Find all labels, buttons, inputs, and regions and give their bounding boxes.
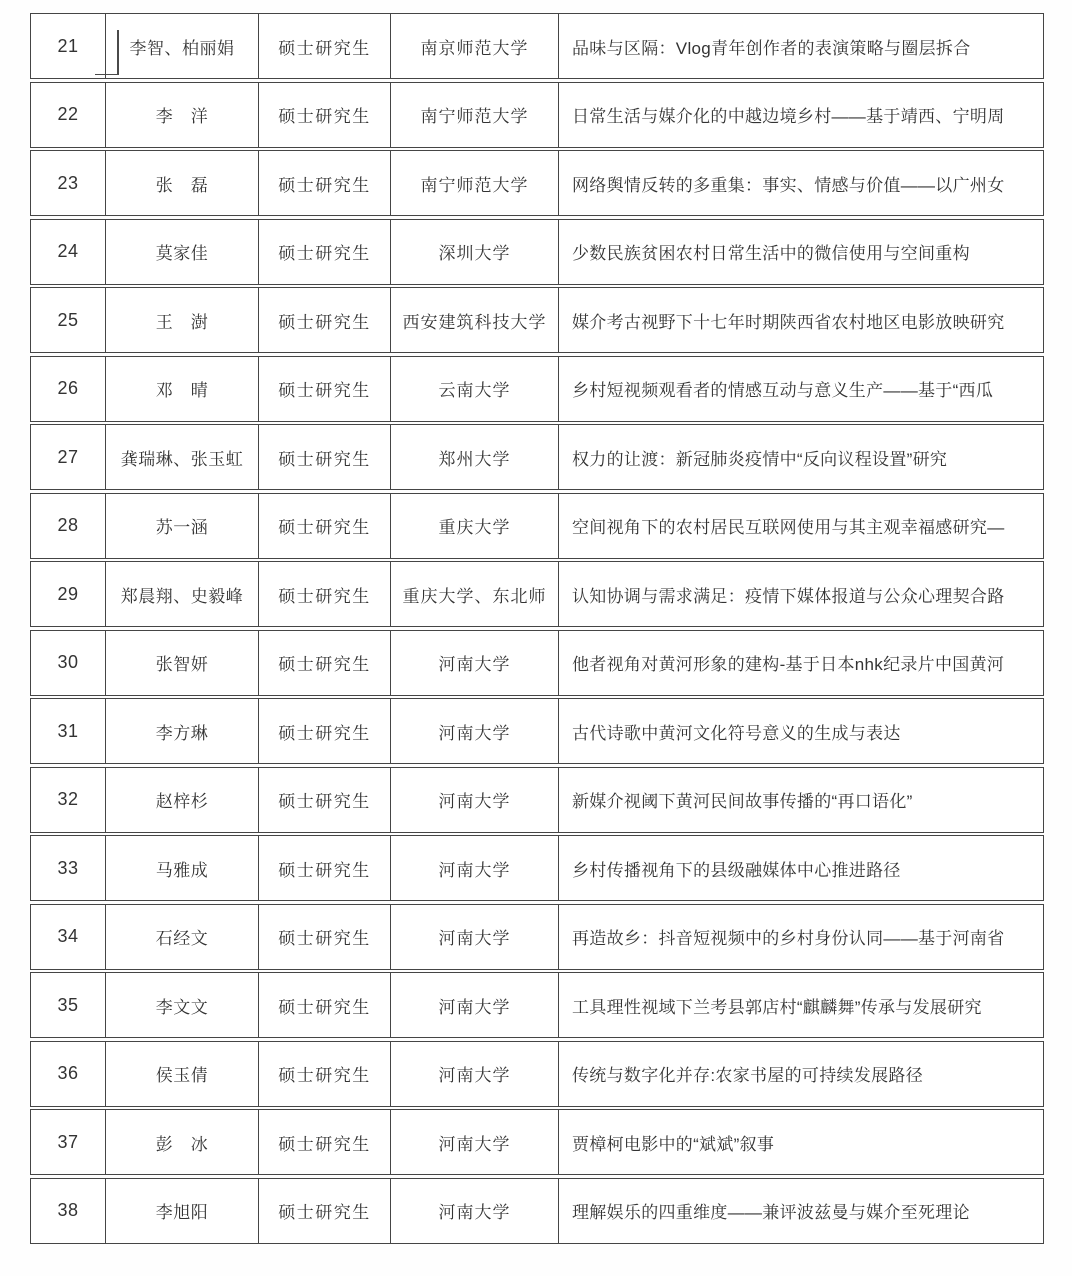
cell-name: 马雅成 bbox=[106, 836, 259, 900]
table-row bbox=[30, 835, 1044, 901]
cell-university: 河南大学 bbox=[391, 631, 559, 695]
cell-title: 少数民族贫困农村日常生活中的微信使用与空间重构 bbox=[572, 244, 970, 263]
cell-no: 35 bbox=[31, 973, 106, 1037]
cell-degree: 硕士研究生 bbox=[259, 288, 391, 352]
cell-name: 张 磊 bbox=[106, 151, 259, 215]
cell-university: 南京师范大学 bbox=[391, 14, 559, 78]
table-row bbox=[30, 1109, 1044, 1175]
table-row bbox=[30, 287, 1044, 353]
table-row bbox=[30, 904, 1044, 970]
cell-name: 李智、柏丽娟 bbox=[106, 14, 259, 78]
cell-degree: 硕士研究生 bbox=[259, 836, 391, 900]
cell-degree: 硕士研究生 bbox=[259, 425, 391, 489]
cell-university: 河南大学 bbox=[391, 973, 559, 1037]
cell-title: 空间视角下的农村居民互联网使用与其主观幸福感研究— bbox=[572, 518, 1005, 537]
cell-university: 河南大学 bbox=[391, 905, 559, 969]
cell-title: 再造故乡：抖音短视频中的乡村身份认同——基于河南省 bbox=[572, 929, 1005, 948]
cell-university: 南宁师范大学 bbox=[391, 83, 559, 147]
cell-university: 重庆大学 bbox=[391, 494, 559, 558]
cell-name: 李 洋 bbox=[106, 83, 259, 147]
cell-degree: 硕士研究生 bbox=[259, 151, 391, 215]
cell-title: 新媒介视阈下黄河民间故事传播的“再口语化” bbox=[572, 792, 913, 811]
cell-degree: 硕士研究生 bbox=[259, 494, 391, 558]
cell-title: 权力的让渡：新冠肺炎疫情中“反向议程设置”研究 bbox=[572, 449, 948, 469]
table-row bbox=[30, 561, 1044, 627]
cell-degree: 硕士研究生 bbox=[259, 83, 391, 147]
cell-name: 李旭阳 bbox=[106, 1179, 259, 1243]
cell-no: 28 bbox=[31, 494, 106, 558]
cell-university: 重庆大学、东北师 bbox=[391, 562, 559, 626]
cell-university: 南宁师范大学 bbox=[391, 151, 559, 215]
cell-name: 郑晨翔、史毅峰 bbox=[106, 562, 259, 626]
cell-university: 河南大学 bbox=[391, 699, 559, 763]
cell-no: 36 bbox=[31, 1042, 106, 1106]
cell-degree: 硕士研究生 bbox=[259, 562, 391, 626]
cell-no: 29 bbox=[31, 562, 106, 626]
cell-title: 工具理性视域下兰考县郭店村“麒麟舞”传承与发展研究 bbox=[572, 997, 982, 1017]
cell-no: 37 bbox=[31, 1110, 106, 1174]
results-table bbox=[30, 13, 1044, 1246]
cell-no: 27 bbox=[31, 425, 106, 489]
text-cursor-mark-vertical bbox=[117, 30, 119, 74]
cell-degree: 硕士研究生 bbox=[259, 1042, 391, 1106]
cell-title: 传统与数字化并存:农家书屋的可持续发展路径 bbox=[572, 1066, 924, 1085]
cell-name: 苏一涵 bbox=[106, 494, 259, 558]
cell-name: 李方琳 bbox=[106, 699, 259, 763]
cell-title: 乡村短视频观看者的情感互动与意义生产——基于“西瓜 bbox=[572, 381, 994, 400]
cell-title: 认知协调与需求满足：疫情下媒体报道与公众心理契合路 bbox=[572, 586, 1005, 606]
cell-name: 石经文 bbox=[106, 905, 259, 969]
cell-degree: 硕士研究生 bbox=[259, 14, 391, 78]
table-row bbox=[30, 150, 1044, 216]
cell-no: 22 bbox=[31, 83, 106, 147]
cell-degree: 硕士研究生 bbox=[259, 768, 391, 832]
cell-university: 河南大学 bbox=[391, 1179, 559, 1243]
cell-title: 网络舆情反转的多重集：事实、情感与价值——以广州女 bbox=[572, 175, 1005, 195]
cell-university: 河南大学 bbox=[391, 1042, 559, 1106]
cell-title: 古代诗歌中黄河文化符号意义的生成与表达 bbox=[572, 723, 901, 743]
cell-title: 品味与区隔：Vlog青年创作者的表演策略与圈层拆合 bbox=[572, 38, 971, 58]
cell-no: 33 bbox=[31, 836, 106, 900]
table-row bbox=[30, 972, 1044, 1038]
cell-no: 23 bbox=[31, 151, 106, 215]
cell-degree: 硕士研究生 bbox=[259, 973, 391, 1037]
cell-university: 西安建筑科技大学 bbox=[391, 288, 559, 352]
cell-university: 河南大学 bbox=[391, 1110, 559, 1174]
table-row bbox=[30, 82, 1044, 148]
text-cursor-mark-horizontal bbox=[95, 74, 119, 76]
cell-no: 30 bbox=[31, 631, 106, 695]
cell-name: 彭 冰 bbox=[106, 1110, 259, 1174]
cell-no: 25 bbox=[31, 288, 106, 352]
cell-degree: 硕士研究生 bbox=[259, 1110, 391, 1174]
cell-degree: 硕士研究生 bbox=[259, 699, 391, 763]
cell-name: 赵梓杉 bbox=[106, 768, 259, 832]
cell-degree: 硕士研究生 bbox=[259, 631, 391, 695]
cell-title: 媒介考古视野下十七年时期陕西省农村地区电影放映研究 bbox=[572, 312, 1005, 332]
table-row bbox=[30, 219, 1044, 285]
table-row bbox=[30, 13, 1044, 79]
cell-title: 他者视角对黄河形象的建构-基于日本nhk纪录片中国黄河 bbox=[572, 655, 1005, 674]
cell-name: 邓 晴 bbox=[106, 357, 259, 421]
cell-name: 侯玉倩 bbox=[106, 1042, 259, 1106]
cell-no: 21 bbox=[31, 14, 106, 78]
table-row bbox=[30, 1041, 1044, 1107]
cell-name: 龚瑞琳、张玉虹 bbox=[106, 425, 259, 489]
table-row bbox=[30, 767, 1044, 833]
cell-no: 31 bbox=[31, 699, 106, 763]
table-row bbox=[30, 630, 1044, 696]
cell-no: 26 bbox=[31, 357, 106, 421]
cell-no: 32 bbox=[31, 768, 106, 832]
cell-degree: 硕士研究生 bbox=[259, 1179, 391, 1243]
cell-name: 张智妍 bbox=[106, 631, 259, 695]
cell-no: 34 bbox=[31, 905, 106, 969]
cell-university: 河南大学 bbox=[391, 768, 559, 832]
cell-university: 云南大学 bbox=[391, 357, 559, 421]
cell-no: 38 bbox=[31, 1179, 106, 1243]
table-row bbox=[30, 493, 1044, 559]
cell-university: 郑州大学 bbox=[391, 425, 559, 489]
table-row bbox=[30, 1178, 1044, 1244]
cell-degree: 硕士研究生 bbox=[259, 357, 391, 421]
cell-name: 王 澍 bbox=[106, 288, 259, 352]
table-row bbox=[30, 424, 1044, 490]
cell-university: 深圳大学 bbox=[391, 220, 559, 284]
cell-title: 理解娱乐的四重维度——兼评波兹曼与媒介至死理论 bbox=[572, 1203, 970, 1222]
cell-no: 24 bbox=[31, 220, 106, 284]
cell-title: 贾樟柯电影中的“斌斌”叙事 bbox=[572, 1134, 775, 1154]
cell-university: 河南大学 bbox=[391, 836, 559, 900]
cell-name: 莫家佳 bbox=[106, 220, 259, 284]
cell-title: 日常生活与媒介化的中越边境乡村——基于靖西、宁明周 bbox=[572, 107, 1005, 126]
cell-degree: 硕士研究生 bbox=[259, 905, 391, 969]
table-row bbox=[30, 698, 1044, 764]
cell-degree: 硕士研究生 bbox=[259, 220, 391, 284]
table-row bbox=[30, 356, 1044, 422]
cell-name: 李文文 bbox=[106, 973, 259, 1037]
cell-title: 乡村传播视角下的县级融媒体中心推进路径 bbox=[572, 860, 901, 880]
